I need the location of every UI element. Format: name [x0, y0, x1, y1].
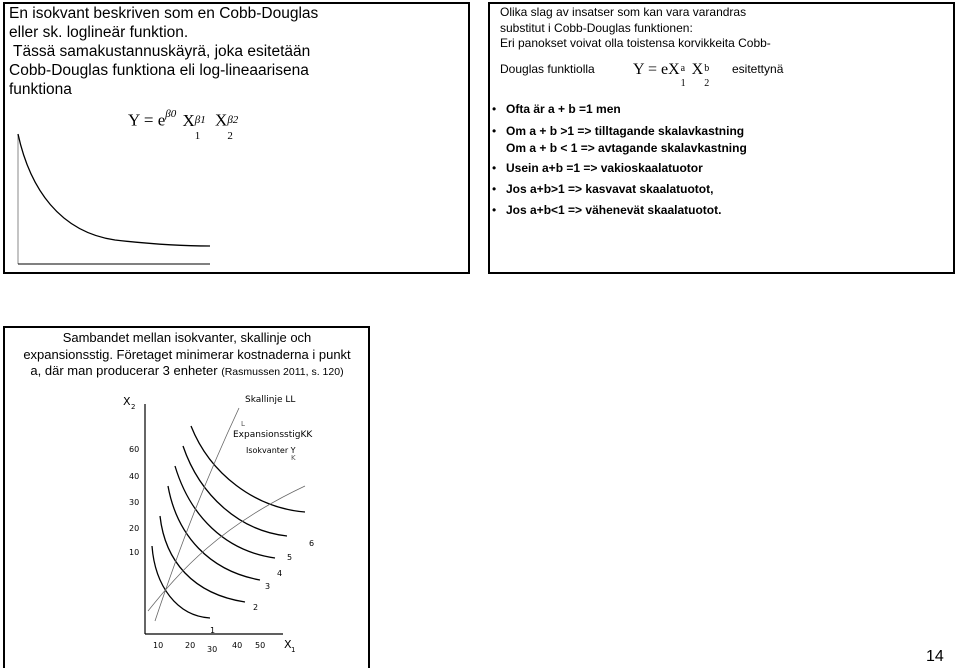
eq2-b: b [704, 63, 710, 74]
slide2-line: Olika slag av insatser som kan vara varandras [500, 5, 747, 19]
caption-line: Sambandet mellan isokvanter, skallinje och [62, 330, 312, 345]
eq-beta2: β2 [227, 113, 239, 126]
eq-x1: X [182, 110, 195, 130]
slide-expansion-path [3, 326, 370, 668]
slide2-line: substitut i Cobb-Douglas funktionen: [500, 20, 693, 35]
x-tick: 40 [232, 641, 243, 650]
eq2-lhs: Y = eX [633, 61, 680, 78]
bullet-dot: • [492, 161, 497, 175]
slide1-line: eller sk. loglineär funktion. [9, 24, 189, 41]
eq2-x1-sub: 1 [680, 78, 686, 89]
label-k: K [291, 454, 296, 462]
isoquant-4 [175, 466, 275, 558]
bullet-text: Usein a+b =1 => vakioskaalatuotor [506, 161, 703, 175]
slide2-equation [633, 61, 715, 89]
y-tick: 20 [129, 524, 140, 533]
y-tick: 10 [129, 548, 140, 557]
y-axis-label: X [123, 395, 131, 408]
bullet-text: Om a + b >1 => tilltagande skalavkastning [506, 124, 745, 138]
eq-beta1: β1 [194, 113, 206, 126]
eq2-x2-sub: 2 [704, 78, 710, 89]
bullet-dot: • [492, 182, 497, 196]
caption-text: a, där man producerar 3 enheter [30, 363, 218, 378]
caption-line [7, 363, 367, 381]
isoquant-curve-figure [5, 4, 468, 272]
x-tick: 10 [153, 641, 164, 650]
isoquant-2 [160, 516, 245, 602]
bullet-item [492, 124, 745, 138]
bullet-item [492, 203, 722, 217]
slide1-line: En isokvant beskriven som en Cobb-Douglas [9, 5, 319, 22]
x-axis-sub: 1 [291, 646, 296, 654]
citation: (Rasmussen 2011, s. 120) [221, 366, 344, 378]
bullet-text: Jos a+b<1 => vähenevät skaalatuotot. [506, 203, 722, 217]
curve-label: 2 [253, 603, 259, 612]
eq-x2: X [215, 110, 228, 130]
x-tick: 20 [185, 641, 196, 650]
slide2-line4-left: Douglas funktiolla [500, 62, 595, 76]
curve-label: 4 [277, 569, 283, 578]
slide2-intro [500, 5, 940, 52]
caption-line: expansionsstig. Företaget minimerar kostnaderna i punkt [23, 346, 351, 362]
y-tick: 40 [129, 472, 140, 481]
eq-beta0: β0 [165, 108, 177, 120]
slide1-line: Cobb-Douglas funktiona eli log-lineaarisena [9, 62, 309, 79]
curve-label: 6 [309, 539, 315, 548]
y-tick: 60 [129, 445, 140, 454]
skallinje-label: Skallinje LL [245, 395, 296, 405]
slide-cobb-douglas-isoquant [3, 2, 470, 274]
expansion-path-kk [148, 486, 305, 611]
bullet-item [492, 182, 714, 196]
page-number: 14 [926, 648, 944, 665]
isokvanter-label: Isokvanter Y [246, 446, 296, 455]
expansion-label: ExpansionsstigKK [233, 430, 313, 440]
isoquant-curve [18, 134, 210, 246]
expansion-path-figure [5, 386, 368, 668]
isoquant-1 [152, 546, 210, 618]
slide-substitutes [488, 2, 955, 274]
bullet-text: Jos a+b>1 => kasvavat skaalatuotot, [506, 182, 714, 196]
y-axis-sub: 2 [131, 403, 136, 411]
x-tick: 50 [255, 641, 266, 650]
slide3-caption [7, 330, 367, 381]
label-l: L [241, 420, 245, 428]
slide1-line: Tässä samakustannuskäyrä, joka esitetään [9, 43, 311, 60]
curve-label: 1 [210, 626, 216, 635]
eq-lhs: Y = e [128, 110, 166, 130]
bullet-text: Om a + b < 1 => avtagande skalavkastning [506, 141, 747, 155]
slide2-line4-right: esitettynä [732, 62, 784, 76]
x-tick: 30 [207, 645, 218, 654]
bullet-dot: • [492, 203, 497, 217]
y-tick: 30 [129, 498, 140, 507]
curve-label: 3 [265, 582, 271, 591]
eq-x2-sub: 2 [227, 129, 233, 142]
eq-x1-sub: 1 [194, 129, 201, 142]
bullet-dot: • [492, 102, 497, 116]
slide2-line: Eri panokset voivat olla toistensa korvikkeita Cobb- [500, 36, 771, 50]
slide1-line: funktiona [9, 81, 72, 98]
eq2-x2: X [691, 61, 704, 78]
curve-label: 5 [287, 553, 293, 562]
x-axis-label: X [284, 638, 292, 651]
bullet-item [492, 161, 703, 175]
eq2-a: a [680, 63, 686, 74]
bullet-item-continued [506, 141, 747, 155]
isoquant-3 [168, 486, 260, 580]
bullet-dot: • [492, 124, 497, 138]
isoquant-5 [183, 446, 287, 536]
bullet-item [492, 102, 621, 116]
bullet-text: Ofta är a + b =1 men [506, 102, 621, 116]
